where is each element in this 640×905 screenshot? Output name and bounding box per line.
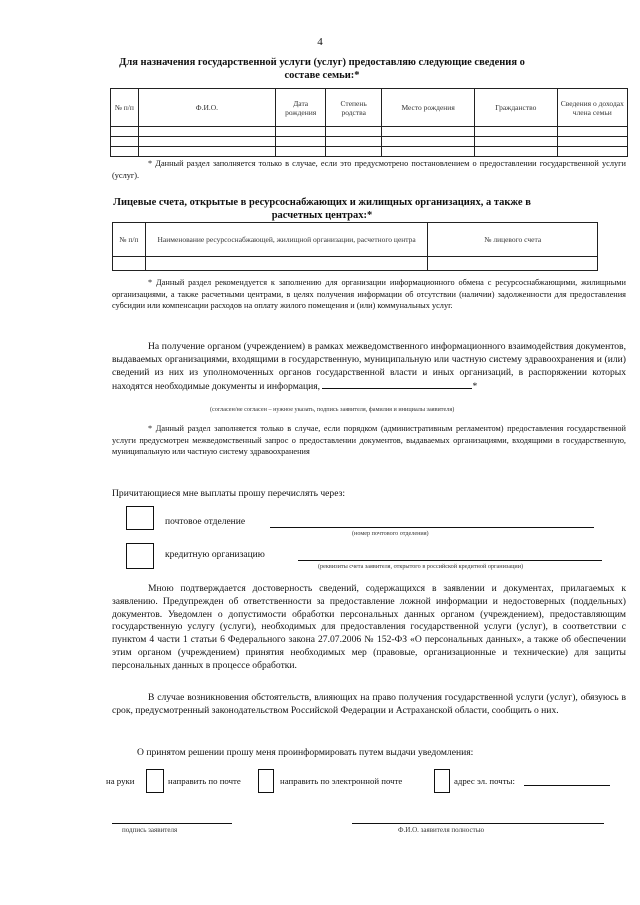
- family-col-birthdate: Дата рождения: [276, 89, 326, 127]
- full-name-caption: Ф.И.О. заявителя полностью: [398, 826, 485, 834]
- option-post-checkbox[interactable]: [258, 769, 274, 793]
- option-email-label: направить по электронной почте: [280, 776, 403, 786]
- full-name-line[interactable]: [352, 823, 604, 824]
- table-row: [111, 137, 628, 147]
- page-number: 4: [317, 36, 323, 48]
- family-section-title: Для назначения государственной услуги (услуг) предоставляю следующие сведения о составе семьи:*: [119, 57, 525, 81]
- post-office-field[interactable]: [270, 527, 594, 528]
- accounts-col-organization: Наименование ресурсоснабжающей, жилищной организации, расчетного центра: [145, 223, 428, 257]
- credit-org-label: кредитную организацию: [165, 550, 265, 560]
- table-row: [113, 257, 598, 271]
- family-col-birthplace: Место рождения: [382, 89, 475, 127]
- family-footnote: * Данный раздел заполняется только в случае, если это предусмотрено постановлением о предоставлении государственной услуги (услуг).: [112, 159, 626, 180]
- table-row: [111, 127, 628, 137]
- email-address-field[interactable]: [524, 785, 610, 786]
- consent-star: *: [472, 381, 478, 393]
- family-col-name: Ф.И.О.: [138, 89, 276, 127]
- option-address-label: адрес эл. почты:: [454, 776, 515, 786]
- consent-footnote: * Данный раздел заполняется только в случае, если порядком (административным регламентом) предоставления государственной услуги предусмотрен межведомственный запрос о предоставлении документов, выдаваемых организациями, входящими в государственную, муниципальную или частную систему здравоохранения: [112, 424, 626, 456]
- consent-text: На получение органом (учреждением) в рамках межведомственного информационного взаимодействия документов, выдаваемых организациями, входящими в государственную, муниципальную или частную систему здравоохранения и (или) сведений из них из уполномоченных органов государственной власти и иных организаций, в распоряжении которых находятся необходимые документы и информация,: [112, 341, 626, 393]
- signature-caption: подпись заявителя: [122, 826, 178, 834]
- family-col-income: Сведения о доходах члена семьи: [557, 89, 627, 127]
- family-col-number: № п/п: [111, 89, 139, 127]
- credit-org-field[interactable]: [298, 560, 602, 561]
- family-col-relation: Степень родства: [326, 89, 382, 127]
- post-office-checkbox[interactable]: [126, 506, 154, 530]
- post-office-caption: (номер почтового отделения): [352, 530, 429, 537]
- option-hand-label: на руки: [106, 776, 135, 786]
- accounts-col-number: № п/п: [113, 223, 146, 257]
- confirmation-paragraph: Мною подтверждается достоверность сведений, содержащихся в заявлении и документах, прилагаемых к заявлению. Предупрежден об ответственности за предоставление ложной информации и недостоверных (поддельных) документов. Уведомлен о допустимости обработки персональных данных органом (учреждением), предоставляющим государственную услугу (услуги), необходимых для предоставления государственной услуги (услуг), в соответствии с пунктом 4 части 1 статьи 6 Федерального закона 27.07.2006 № 152-ФЗ «О персональных данных», а также об обеспечении этим органом (учреждением) принятия необходимых мер (правовые, организационные и технические) для защиты персональных данных в процессе обработки.: [112, 583, 626, 671]
- consent-caption: (согласен/не согласен – нужное указать, подпись заявителя, фамилия и инициалы заявителя): [210, 406, 455, 413]
- post-office-label: почтовое отделение: [165, 517, 246, 527]
- consent-signature-line[interactable]: [322, 379, 472, 389]
- family-col-citizenship: Гражданство: [475, 89, 558, 127]
- accounts-section-title: Лицевые счета, открытые в ресурсоснабжающих и жилищных организациях, а также в расчетных центрах:*: [113, 197, 531, 221]
- option-hand-checkbox[interactable]: [146, 769, 164, 793]
- credit-org-checkbox[interactable]: [126, 543, 154, 569]
- option-email-checkbox[interactable]: [434, 769, 450, 793]
- signature-line[interactable]: [112, 823, 232, 824]
- family-table: [110, 88, 628, 157]
- obligation-paragraph: В случае возникновения обстоятельств, влияющих на право получения государственной услуги (услуг), обязуюсь в срок, предусмотренный законодательством Российской Федерации и Астраханской области, сообщить о них.: [112, 692, 626, 716]
- accounts-table: [112, 222, 598, 271]
- credit-org-caption: (реквизиты счета заявителя, открытого в российской кредитной организации): [318, 563, 524, 570]
- notification-heading: О принятом решении прошу меня проинформировать путем выдачи уведомления:: [137, 747, 474, 758]
- consent-paragraph: [112, 341, 626, 394]
- accounts-footnote: * Данный раздел рекомендуется к заполнению для организации информационного обмена с ресурсоснабжающими, жилищными организациями, а также расчетными центрами, в целях получения информации об отсутствии (наличии) задолженности для предоставления субсидии или компенсации расходов на оплату жилого помещения и (или) коммунальных услуг.: [112, 278, 626, 310]
- option-post-label: направить по почте: [168, 776, 241, 786]
- payments-heading: Причитающиеся мне выплаты прошу перечислять через:: [112, 488, 346, 499]
- notification-options: [106, 769, 636, 793]
- table-row: [111, 147, 628, 157]
- accounts-col-account: № лицевого счета: [428, 223, 598, 257]
